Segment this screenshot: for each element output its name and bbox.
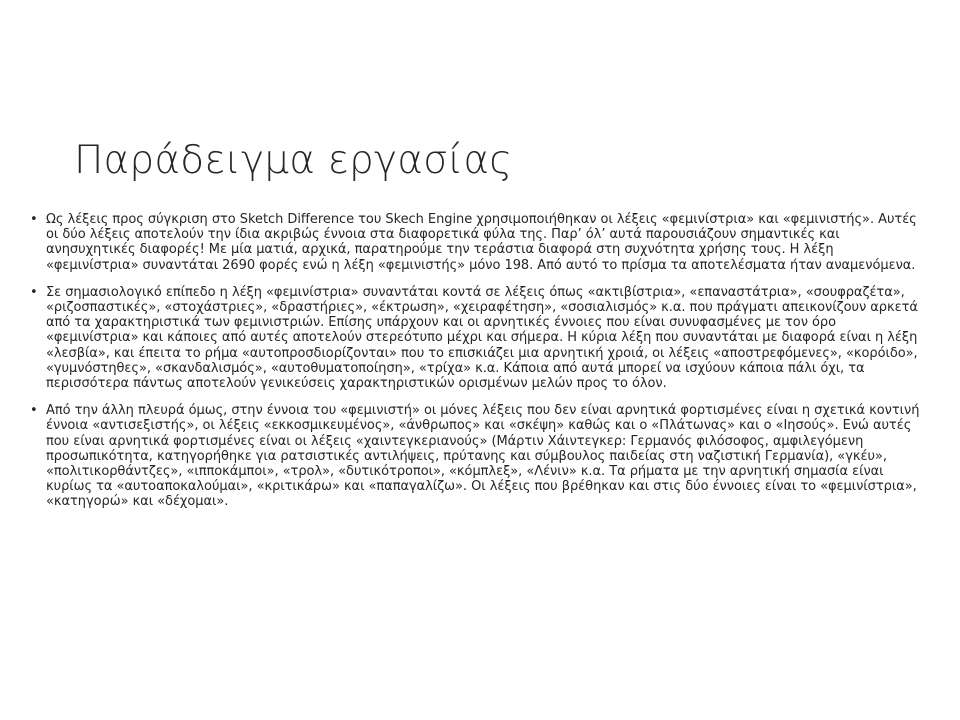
bullet-text: Ως λέξεις προς σύγκριση στο Sketch Difference του Skech Engine χρησιμοποιήθηκαν οι λέξεις «φεμινίστρια» και «φεμινιστής». Αυτές οι δύο λέξεις αποτελούν την ίδια ακριβώς έννοια στα διαφορετικά φύλα της. Παρ’ όλ’ αυτά παρουσιάζουν σημαντικές και ανησυχητικές διαφορές! Με μία ματιά, αρχικά, παρατηρούμε την τεράστια διαφορά στη συχνότητα χρήσης τους. Η λέξη «φεμινίστρια» συναντάται 2690 φορές ενώ η λέξη «φεμινιστής» μόνο 198. Από αυτό το πρίσμα τα αποτελέσματα ήταν αναμενόμενα. [46, 212, 917, 273]
slide-title: Παράδειγμα εργασίας [74, 138, 513, 183]
bullet-dot-icon: • [30, 403, 38, 419]
bullet-dot-icon: • [30, 284, 38, 300]
bullet-item [30, 403, 930, 509]
bullet-dot-icon: • [30, 212, 38, 227]
bullet-item [30, 285, 930, 391]
bullet-text: Σε σημασιολογικό επίπεδο η λέξη «φεμινίστρια» συναντάται κοντά σε λέξεις όπως «ακτιβίστρια», «επαναστάτρια», «σουφραζέτα», «ριζοσπαστικές», «στοχάστριες», «δραστήριες», «έκτρωση», «χειραφέτηση», «σοσιαλισμός» κ.α. που πράγματι απεικονίζουν αρκετά από τα χαρακτηριστικά των φεμινιστριών. Επίσης υπάρχουν και οι αρνητικές έννοιες που είναι συνυφασμένες με τον όρο «φεμινίστρια» και κάποιες από αυτές αποτελούν στερεότυπο μέχρι και σήμερα. Η κύρια λέξη που συναντάται με διαφορά είναι η λέξη «λεσβία», και έπειτα το ρήμα «αυτοπροσδιορίζονται» που το επισκιάζει μια αρνητική χροιά, οι λέξεις «αποστρεφόμενες», «κορόιδο», «γυμνόστηθες», «σκανδαλισμός», «αυτοθυματοποίηση», «τρίχα» κ.α. Κάποια από αυτά μπορεί να ισχύουν κάποια πάλι όχι, τα περισσότερα πάντως αποτελούν γενικεύσεις χαρακτηριστικών ορισμένων μελών προς το όλον. [46, 284, 918, 392]
bullet-text: Από την άλλη πλευρά όμως, στην έννοια του «φεμινιστή» οι μόνες λέξεις που δεν είναι αρνητικά φορτισμένες είναι η σχετικά κοντινή έννοια «αντισεξιστής», οι λέξεις «εκκοσμικευμένος», «άνθρωπος» και «σκέψη» καθώς και ο «Πλάτωνας» και ο «Ιησούς». Ενώ αυτές που είναι αρνητικά φορτισμένες είναι οι λέξεις «χαιντεγκεριανούς» (Μάρτιν Χάιντεγκερ: Γερμανός φιλόσοφος, αμφιλεγόμενη προσωπικότητα, κατηγορήθηκε για ρατσιστικές αντιλήψεις, πρύτανης και σύμβουλος παιδείας στη ναζιστική Γερμανία), «γκέυ», «πολιτικορθάντζες», «ιπποκάμποι», «τρολ», «δυτικότροποι», «κόμπλεξ», «Λένιν» κ.α. Τα ρήματα με την αρνητική σημασία είναι κυρίως τα «αυτοαποκαλούμαι», «κριτικάρω» και «παπαγαλίζω». Οι λέξεις που βρέθηκαν και στις δύο έννοιες είναι το «φεμινίστρια», «κατηγορώ» και «δέχομαι». [46, 403, 920, 510]
bullet-list [30, 212, 930, 522]
bullet-item [30, 212, 930, 273]
